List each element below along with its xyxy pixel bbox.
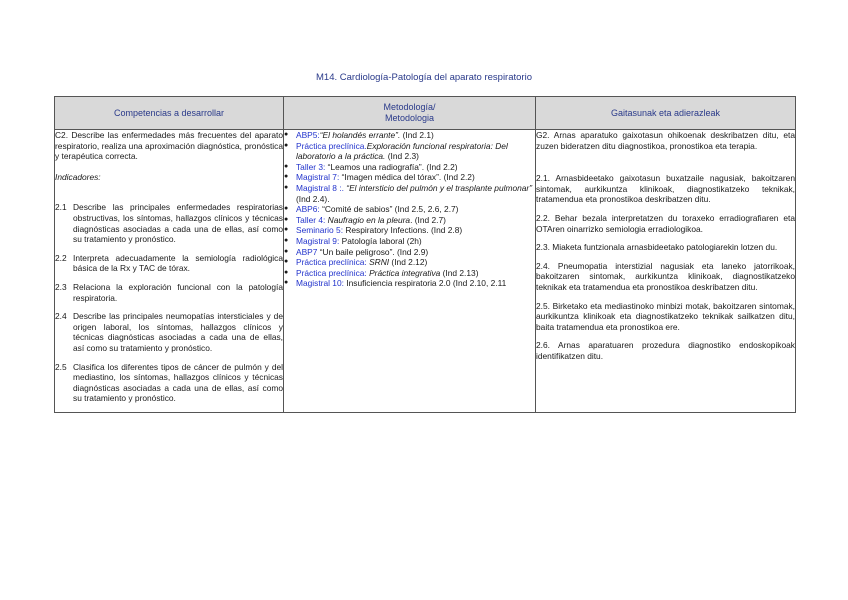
methodology-item [284, 215, 535, 226]
table-body-row [55, 130, 796, 413]
methodology-activity: Taller 4: [296, 214, 326, 225]
methodology-text [296, 162, 535, 173]
competency-table [54, 96, 796, 413]
methodology-quote: “El holandés errante”. [319, 130, 401, 140]
bullet-icon: ● [284, 183, 289, 191]
methodology-detail: Insuficiencia respiratoria 2.0 (Ind 2.10, 2.11 [343, 278, 507, 289]
methodology-title: Exploración funcional respiratoria: Del laboratorio a la práctica. [296, 140, 508, 162]
methodology-item [284, 204, 535, 215]
methodology-text [296, 130, 535, 141]
indicator-list [55, 202, 283, 404]
methodology-item [284, 278, 535, 289]
header-metodologia [284, 97, 536, 130]
methodology-detail: Patología laboral (2h) [339, 235, 422, 246]
methodology-detail: “Leamos una radiografía”. (Ind 2.2) [325, 161, 458, 172]
methodology-activity: ABP6: [296, 204, 320, 215]
indicator-number: 2.5 [55, 361, 67, 372]
methodology-title: Naufragio en la pleura [325, 214, 411, 225]
bullet-icon: ● [284, 141, 289, 149]
indicator-item [55, 202, 283, 244]
bullet-icon: ● [284, 162, 289, 170]
methodology-ref: (Ind 2.12) [389, 257, 428, 268]
bullet-icon: ● [284, 279, 289, 287]
methodology-ref: (Ind 2.13) [440, 267, 479, 278]
gaitasun-intro: G2. Arnas aparatuko gaixotasun ohikoenak deskribatzen ditu, eta zuzen bideratzen ditu diagnostikoa, pronostikoa eta terapia. [536, 130, 795, 151]
methodology-item [284, 257, 535, 268]
methodology-item [284, 268, 535, 279]
methodology-activity: Taller 3: [296, 161, 326, 172]
methodology-item [284, 225, 535, 236]
header-metodologia-line1: Metodología/ [383, 102, 436, 112]
methodology-activity: Magistral 10: [296, 278, 344, 289]
methodology-item [284, 183, 535, 204]
methodology-text [296, 225, 535, 236]
indicator-text: Describe las principales neumopatías intersticiales y de origen laboral, los síntomas, hallazgos clínicos y técnicas diagnósticas asociadas a cada una de ellas, así como su tratamiento y pronóstico. [73, 311, 283, 353]
header-gaitasunak: Gaitasunak eta adierazleak [536, 97, 796, 130]
header-competencias: Competencias a desarrollar [55, 97, 284, 130]
methodology-title: Práctica integrativa [366, 267, 441, 278]
indicadores-label: Indicadores: [55, 171, 101, 182]
gaitasun-item: 2.5. Birketako eta mediastinoko minbizi motak, bakoitzaren sintomak, aurkikuntza klinikoak eta diagnostikatzeko teknikak sailkatzen ditu, baita tratamendua eta pronostikoa ere. [536, 300, 795, 332]
gaitasun-list [536, 173, 795, 361]
bullet-icon: ● [284, 215, 289, 223]
indicator-item [55, 362, 283, 404]
competencia-intro: C2. Describe las enfermedades más frecuentes del aparato respiratorio, realiza una aproximación diagnóstica, pronóstica y terapéutica correcta. [55, 130, 283, 162]
indicator-number: 2.2 [55, 252, 67, 263]
methodology-activity: Práctica preclínica: [296, 267, 367, 278]
gaitasun-item: 2.4. Pneumopatia interstizial nagusiak eta laneko jatorrikoak, bakoitzaren sintomak, aurkikuntza klinikoak, diagnostikatzeko teknikak eta tratamendua eta pronostikoa deskribatzen ditu. [536, 260, 795, 292]
methodology-item [284, 162, 535, 173]
methodology-ref: (Ind 2.1) [400, 130, 434, 140]
methodology-item [284, 172, 535, 183]
methodology-text [296, 204, 535, 215]
indicator-item [55, 282, 283, 303]
indicator-text: Clasifica los diferentes tipos de cáncer de pulmón y del mediastino, los síntomas, hallazgos clínicos y técnicas diagnósticas asociadas a cada una de ellas, así como su tratamiento y pronóstico. [73, 361, 283, 404]
indicator-number: 2.1 [55, 202, 67, 213]
methodology-activity: ABP7 [296, 246, 318, 257]
competencias-cell [55, 130, 284, 413]
metodologia-cell [284, 130, 536, 413]
bullet-icon: ● [284, 268, 289, 276]
indicator-text: Describe las principales enfermedades respiratorias obstructivas, los síntomas, hallazgos clínicos y técnicas diagnósticas asociadas a cada una de ellas, así como su tratamiento y pronóstico. [73, 202, 283, 245]
gaitasun-item: 2.3. Miaketa funtzionala arnasbideetako patologiarekin lotzen du. [536, 242, 778, 253]
methodology-detail: “Imagen médica del tórax”. (Ind 2.2) [339, 172, 475, 183]
methodology-detail: “Comité de sabios” (Ind 2.5, 2.6, 2.7) [319, 204, 459, 215]
methodology-item [284, 130, 535, 141]
methodology-text [296, 268, 535, 279]
table-header-row [55, 97, 796, 130]
methodology-text [296, 257, 535, 268]
bullet-icon: ● [284, 173, 289, 181]
document-title: M14. Cardiología-Patología del aparato respiratorio [316, 72, 532, 83]
methodology-activity: Magistral 8 :. [296, 182, 344, 193]
methodology-text [296, 278, 535, 289]
methodology-item [284, 236, 535, 247]
methodology-title: “El intersticio del pulmón y el trasplante pulmonar” [343, 182, 533, 193]
methodology-title: SRNI [366, 257, 390, 268]
gaitasun-item: 2.1. Arnasbideetako gaixotasun buxatzaile nagusiak, bakoitzaren sintomak, aurkikuntza klinikoak, diagnostikatzeko teknikak, tratamendua eta pronostikoa deskribatzen ditu. [536, 173, 795, 205]
methodology-item [284, 247, 535, 258]
indicator-text: Relaciona la exploración funcional con la patología respiratoria. [73, 281, 283, 303]
indicator-number: 2.4 [55, 311, 67, 322]
methodology-text [296, 247, 535, 258]
bullet-icon: ● [284, 226, 289, 234]
bullet-icon: ● [284, 236, 289, 244]
gaitasunak-cell [536, 130, 796, 413]
methodology-list [284, 130, 535, 289]
methodology-activity: ABP5: [296, 130, 320, 140]
methodology-text [296, 172, 535, 183]
methodology-text [296, 236, 535, 247]
gaitasun-item: 2.6. Arnas aparatuaren prozedura diagnostiko endoskopikoak identifikatzen ditu. [536, 340, 795, 361]
gaitasun-item: 2.2. Behar bezala interpretatzen du toraxeko erradiografiaren eta OTAren oinarrizko semiologia erradiologikoa. [536, 212, 795, 234]
methodology-item [284, 141, 535, 162]
methodology-ref: (Ind 2.4). [296, 193, 330, 204]
methodology-ref: . (Ind 2.7) [410, 214, 446, 225]
methodology-activity: Práctica preclínica: [296, 257, 367, 268]
indicator-item [55, 311, 283, 353]
header-metodologia-line2: Metodologia [384, 113, 435, 123]
methodology-detail: Respiratory Infections. (Ind 2.8) [343, 225, 463, 236]
indicator-number: 2.3 [55, 281, 67, 292]
methodology-text [296, 215, 535, 226]
methodology-detail: “Un baile peligroso”. (Ind 2.9) [317, 246, 429, 257]
methodology-activity: Magistral 7: [296, 172, 340, 183]
methodology-text [296, 141, 535, 162]
indicator-text: Interpreta adecuadamente la semiología radiológica básica de la Rx y TAC de tórax. [73, 252, 283, 274]
bullet-icon: ● [284, 247, 289, 255]
bullet-icon: ● [284, 131, 289, 138]
bullet-icon: ● [284, 258, 289, 266]
methodology-text [296, 183, 535, 204]
methodology-activity: Magistral 9: [296, 235, 340, 246]
methodology-activity: Práctica preclínica. [296, 140, 367, 151]
indicator-item [55, 253, 283, 274]
bullet-icon: ● [284, 205, 289, 213]
methodology-ref: (Ind 2.3) [385, 151, 419, 162]
methodology-activity: Seminario 5: [296, 225, 344, 236]
